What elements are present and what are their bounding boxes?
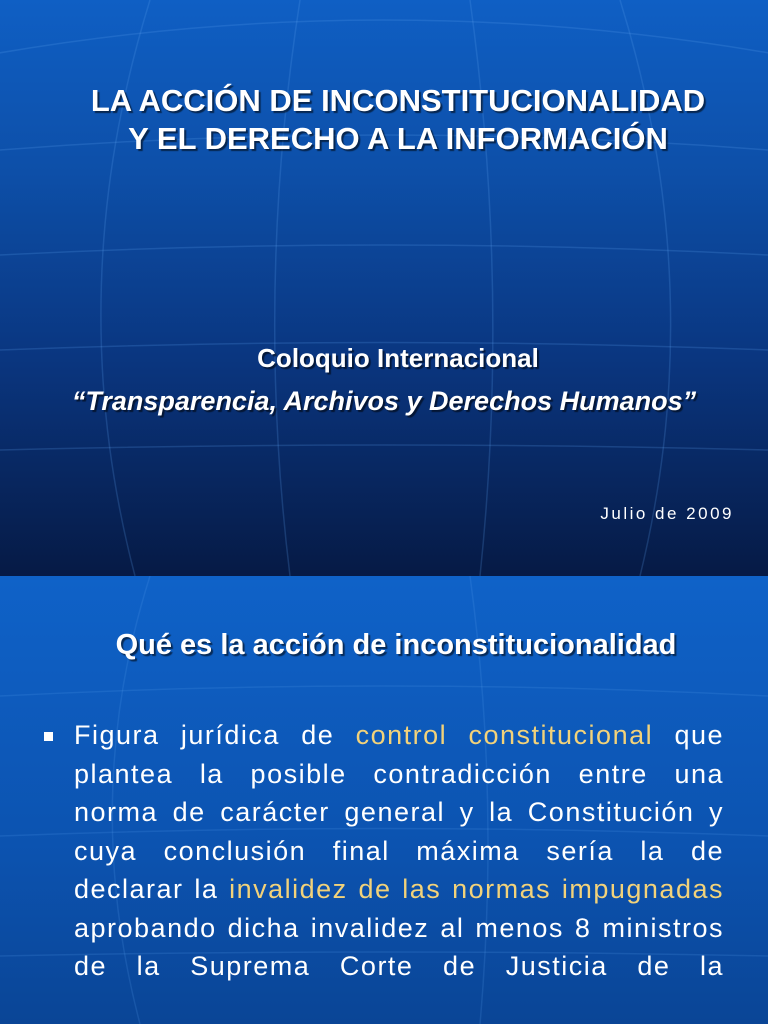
bullet-list-item [44, 716, 724, 986]
title-line-2: Y EL DERECHO A LA INFORMACIÓN [128, 121, 668, 156]
bullet-text-part-2: que plantea la posible contradicción entre una norma de carácter general y la Constitución y cuya conclusión final máxima sería la de declarar la [74, 720, 724, 904]
date-text: Julio de 2009 [600, 504, 734, 523]
colloquium-label: Coloquio Internacional [257, 343, 539, 373]
bullet-text-part-1: Figura jurídica de [74, 720, 356, 750]
square-bullet-icon [44, 732, 53, 741]
highlight-invalidez-normas: invalidez de las normas impugnadas [229, 874, 724, 904]
bullet-text [44, 716, 724, 986]
presentation-title [14, 82, 768, 158]
bullet-text-part-3: aprobando dicha invalidez al menos 8 ministros de la Suprema Corte de Justicia de la [74, 912, 724, 981]
content-slide [0, 576, 768, 1024]
title-line-1: LA ACCIÓN DE INCONSTITUCIONALIDAD [90, 83, 706, 118]
colloquium-name: “Transparencia, Archivos y Derechos Humanos” [71, 386, 697, 416]
section-heading: Qué es la acción de inconstitucionalidad [115, 629, 677, 661]
highlight-control-constitucional: control constitucional [355, 720, 654, 750]
